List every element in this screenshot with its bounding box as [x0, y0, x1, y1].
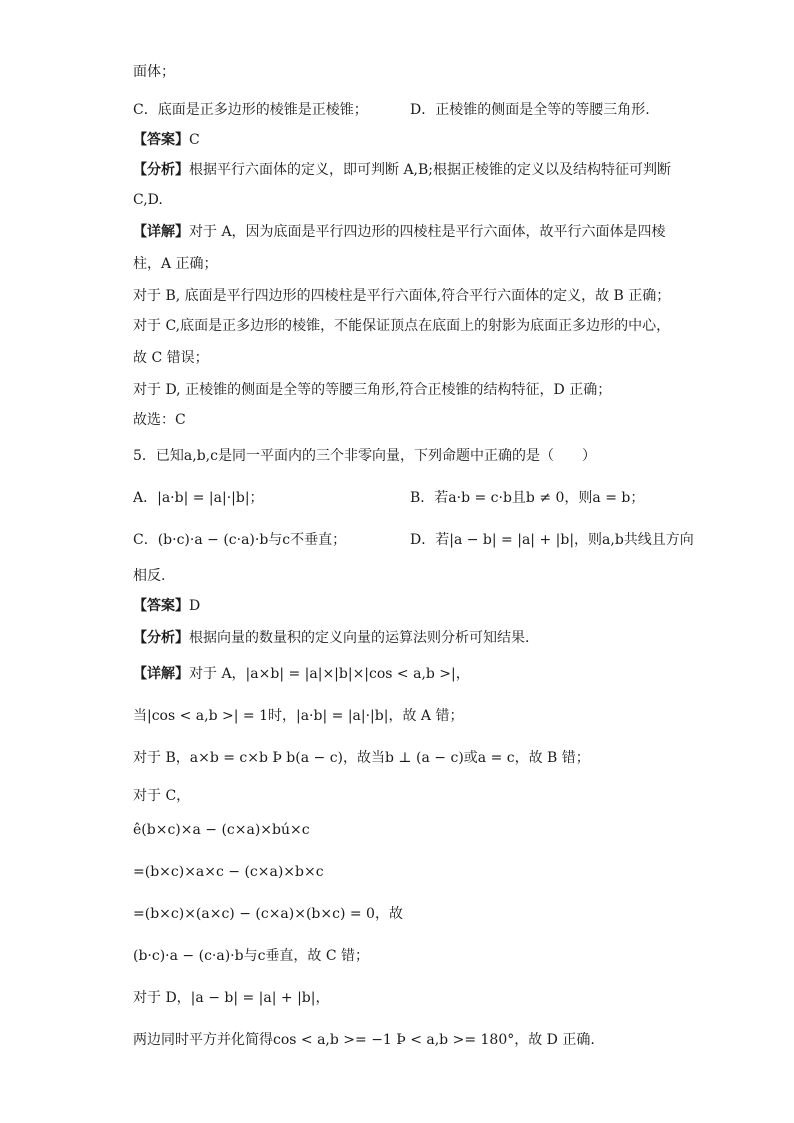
text-line-l11 — [133, 380, 611, 400]
text-line-l03 — [133, 130, 200, 150]
line-text: (b·c)·a − (c·a)·b与c垂直，故 C 错； — [133, 948, 370, 964]
option-right-r01: D．正棱锥的侧面是全等的等腰三角形. — [410, 102, 650, 118]
line-text: 根据平行六面体的定义，即可判断 A,B;根据正棱锥的定义以及结构特征可判断 — [189, 162, 672, 178]
line-text: 两边同时平方并化简得cos < a,b >= −1 Þ < a,b >= 180°，故 D 正确. — [133, 1032, 595, 1048]
text-line-l08 — [133, 286, 670, 306]
line-text: 对于 A，|a×b| = |a|×|b|×|cos < a,b >|， — [189, 666, 470, 682]
text-line-l23 — [133, 820, 310, 840]
section-tag: 【详解】 — [133, 224, 189, 240]
text-line-l13 — [133, 446, 596, 466]
text-line-l12 — [133, 410, 186, 430]
line-text: 对于 C， — [133, 788, 191, 804]
text-line-l09 — [133, 316, 670, 336]
text-line-l18 — [133, 628, 529, 648]
line-text: 根据向量的数量积的定义向量的运算法则分析可知结果. — [189, 630, 530, 646]
text-line-l05 — [133, 190, 163, 210]
line-text: =(b×c)×a×c − (c×a)×b×c — [133, 864, 324, 880]
text-line-l27 — [133, 988, 330, 1008]
line-text: C,D. — [133, 192, 163, 208]
line-text: 对于 B，a×b = c×b Þ b(a − c)，故当b ⊥ (a − c)或a = c，故 B 错； — [133, 750, 590, 766]
line-text: 5．已知a,b,c是同一平面内的三个非零向量，下列命题中正确的是（ ） — [133, 448, 596, 464]
line-text: 对于 D, 正棱锥的侧面是全等的等腰三角形,符合正棱锥的结构特征，D 正确； — [133, 382, 612, 398]
section-tag: 【答案】 — [133, 132, 189, 148]
text-line-l15 — [133, 530, 346, 550]
section-tag: 【分析】 — [133, 162, 189, 178]
line-text: 对于 A，因为底面是平行四边形的四棱柱是平行六面体，故平行六面体是四棱 — [189, 224, 666, 240]
text-line-l20 — [133, 706, 463, 726]
text-line-l19 — [133, 664, 470, 684]
text-line-l16 — [133, 566, 165, 586]
line-text: 面体； — [133, 64, 175, 80]
section-tag: 【详解】 — [133, 666, 189, 682]
line-text: 对于 B, 底面是平行四边形的四棱柱是平行六面体,符合平行六面体的定义，故 B 正确； — [133, 288, 671, 304]
text-line-l07 — [133, 254, 218, 274]
text-line-l22 — [133, 786, 190, 806]
line-text: 故 C 错误； — [133, 350, 209, 366]
line-text: 对于 D，|a − b| = |a| + |b|， — [133, 990, 330, 1006]
text-line-l01 — [133, 62, 175, 82]
line-text: 对于 C,底面是正多边形的棱锥，不能保证顶点在底面上的射影为底面正多边形的中心， — [133, 318, 671, 334]
text-line-l28 — [133, 1030, 595, 1050]
line-text: 故选：C — [133, 412, 186, 428]
section-tag: 【答案】 — [133, 598, 189, 614]
line-text: ê(b×c)×a − (c×a)×bú×c — [133, 822, 310, 838]
line-text: C — [189, 132, 200, 148]
text-line-l06 — [133, 222, 666, 242]
text-line-l04 — [133, 160, 671, 180]
text-line-l14 — [133, 488, 264, 508]
line-text: 柱，A 正确； — [133, 256, 218, 272]
section-tag: 【分析】 — [133, 630, 189, 646]
text-line-l25 — [133, 904, 403, 924]
line-text: 相反. — [133, 568, 166, 584]
text-line-l02 — [133, 100, 368, 120]
option-right-r02: B．若a·b = c·b且b ≠ 0，则a = b； — [410, 490, 645, 506]
line-text: 当|cos < a,b >| = 1时，|a·b| = |a|·|b|，故 A 错； — [133, 708, 464, 724]
line-text: D — [189, 598, 201, 614]
text-line-l26 — [133, 946, 369, 966]
line-text: =(b×c)×(a×c) − (c×a)×(b×c) = 0，故 — [133, 906, 403, 922]
option-right-r03: D．若|a − b| = |a| + |b|，则a,b共线且方向 — [410, 532, 694, 548]
line-text: A．|a·b| = |a|·|b|； — [133, 490, 264, 506]
line-text: C．底面是正多边形的棱锥是正棱锥； — [133, 102, 368, 118]
text-line-l17 — [133, 596, 200, 616]
text-line-l24 — [133, 862, 324, 882]
line-text: C．(b·c)·a − (c·a)·b与c不垂直； — [133, 532, 347, 548]
text-line-l21 — [133, 748, 590, 768]
text-line-l10 — [133, 348, 209, 368]
